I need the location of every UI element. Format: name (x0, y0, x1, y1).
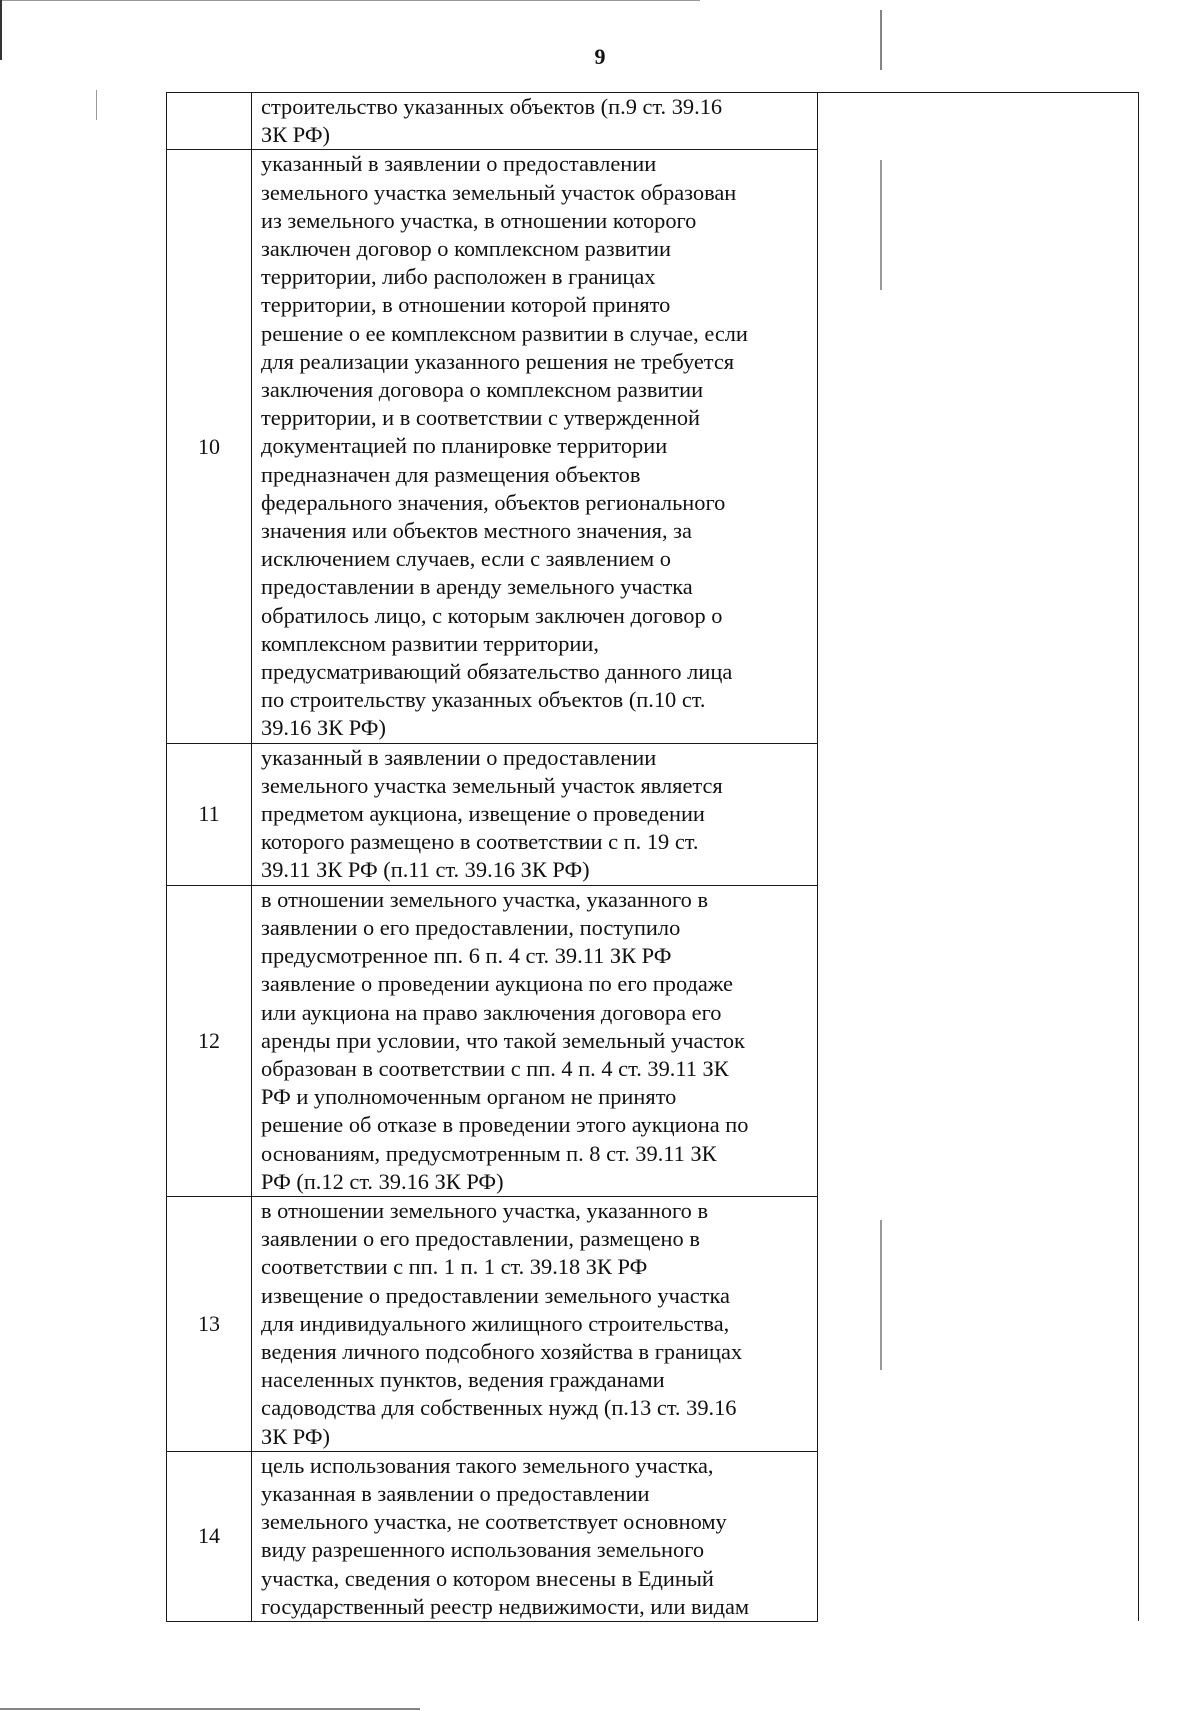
table-row (167, 93, 1139, 150)
text-line: исключением случаев, если с заявлением о (261, 546, 671, 572)
text-line: садоводства для собственных нужд (п.13 ст. 39.16 (261, 1395, 737, 1421)
text-line: населенных пунктов, ведения гражданами (261, 1367, 665, 1393)
text-line: аренды при условии, что такой земельный участок (261, 1027, 745, 1053)
row-text (252, 1451, 818, 1621)
scan-border-top (0, 0, 700, 1)
text-line: ведения личного подсобного хозяйства в границах (261, 1338, 743, 1364)
text-line: указанная в заявлении о предоставлении (261, 1480, 650, 1506)
text-line: образован в соответствии с пп. 4 п. 4 ст. 39.11 ЗК (261, 1055, 729, 1081)
text-line: или аукциона на право заключения договора его (261, 999, 722, 1025)
table-body (167, 93, 1139, 1622)
text-line: решение об отказе в проведении этого аукциона по (261, 1112, 749, 1138)
text-line: основаниям, предусмотренным п. 8 ст. 39.11 ЗК (261, 1140, 717, 1166)
scan-border-left (0, 0, 2, 60)
text-line: земельного участка, не соответствует основному (261, 1509, 727, 1535)
row-number: 13 (167, 1196, 252, 1451)
empty-column-cell (818, 93, 1139, 1622)
row-number: 12 (167, 885, 252, 1196)
scan-tick-2 (880, 160, 882, 290)
text-line: территории, в отношении которой принято (261, 292, 671, 318)
text-line: предусмотренное пп. 6 п. 4 ст. 39.11 ЗК РФ (261, 943, 672, 969)
text-line: участка, сведения о котором внесены в Единый (261, 1565, 714, 1591)
text-line: 39.16 ЗК РФ) (261, 715, 386, 741)
text-line: в отношении земельного участка, указанного в (261, 1197, 709, 1223)
row-number: 14 (167, 1451, 252, 1621)
text-line: предназначен для размещения объектов (261, 461, 641, 487)
text-line: извещение о предоставлении земельного участка (261, 1282, 730, 1308)
text-line: федерального значения, объектов регионального (261, 489, 726, 515)
text-line: для реализации указанного решения не требуется (261, 348, 735, 374)
text-line: заявление о проведении аукциона по его продаже (261, 971, 733, 997)
text-line: в отношении земельного участка, указанного в (261, 886, 709, 912)
text-line: заявлении о его предоставлении, поступило (261, 914, 681, 940)
text-line: документацией по планировке территории (261, 433, 668, 459)
scan-border-bottom (0, 1708, 420, 1710)
row-number: 11 (167, 743, 252, 885)
text-line: предоставлении в аренду земельного участка (261, 574, 693, 600)
text-line: земельного участка земельный участок образован (261, 179, 737, 205)
text-line: решение о ее комплексном развитии в случае, если (261, 320, 748, 346)
text-line: по строительству указанных объектов (п.10 ст. (261, 687, 706, 713)
text-line: указанный в заявлении о предоставлении (261, 151, 657, 177)
text-line: государственный реестр недвижимости, или видам (261, 1593, 750, 1619)
text-line: комплексном развитии территории, (261, 630, 599, 656)
text-line: РФ (п.12 ст. 39.16 ЗК РФ) (261, 1168, 504, 1194)
text-line: заключен договор о комплексном развитии (261, 236, 671, 262)
row-text (252, 743, 818, 885)
row-number (167, 93, 252, 150)
text-line: цель использования такого земельного участка, (261, 1452, 714, 1478)
row-text (252, 93, 818, 150)
text-line: ЗК РФ) (261, 122, 330, 148)
text-line: значения или объектов местного значения, за (261, 518, 692, 544)
row-number: 10 (167, 150, 252, 743)
scan-tick-4 (96, 90, 97, 120)
text-line: обратилось лицо, с которым заключен договор о (261, 602, 723, 628)
text-line: указанный в заявлении о предоставлении (261, 744, 657, 770)
scan-tick-3 (880, 1220, 882, 1370)
row-text (252, 150, 818, 743)
page-number: 9 (594, 44, 606, 69)
text-line: виду разрешенного использования земельного (261, 1537, 705, 1563)
text-line: 39.11 ЗК РФ (п.11 ст. 39.16 ЗК РФ) (261, 857, 590, 883)
text-line: территории, либо расположен в границах (261, 264, 656, 290)
text-line: территории, и в соответствии с утвержденной (261, 405, 701, 431)
row-text (252, 1196, 818, 1451)
text-line: ЗК РФ) (261, 1423, 330, 1449)
text-line: которого размещено в соответствии с п. 19 ст. (261, 829, 699, 855)
text-line: предусматривающий обязательство данного лица (261, 659, 733, 685)
text-line: из земельного участка, в отношении которого (261, 207, 697, 233)
text-line: земельного участка земельный участок является (261, 772, 723, 798)
text-line: строительство указанных объектов (п.9 ст. 39.16 (261, 94, 723, 119)
text-line: предметом аукциона, извещение о проведении (261, 801, 705, 827)
row-text (252, 885, 818, 1196)
text-line: соответствии с пп. 1 п. 1 ст. 39.18 ЗК РФ (261, 1254, 648, 1280)
text-line: заключения договора о комплексном развитии (261, 377, 704, 403)
text-line: заявлении о его предоставлении, размещено в (261, 1226, 700, 1252)
text-line: для индивидуального жилищного строительства, (261, 1310, 730, 1336)
grounds-table (166, 92, 1139, 1622)
text-line: РФ и уполномоченным органом не принято (261, 1084, 677, 1110)
scan-tick-1 (880, 10, 882, 70)
